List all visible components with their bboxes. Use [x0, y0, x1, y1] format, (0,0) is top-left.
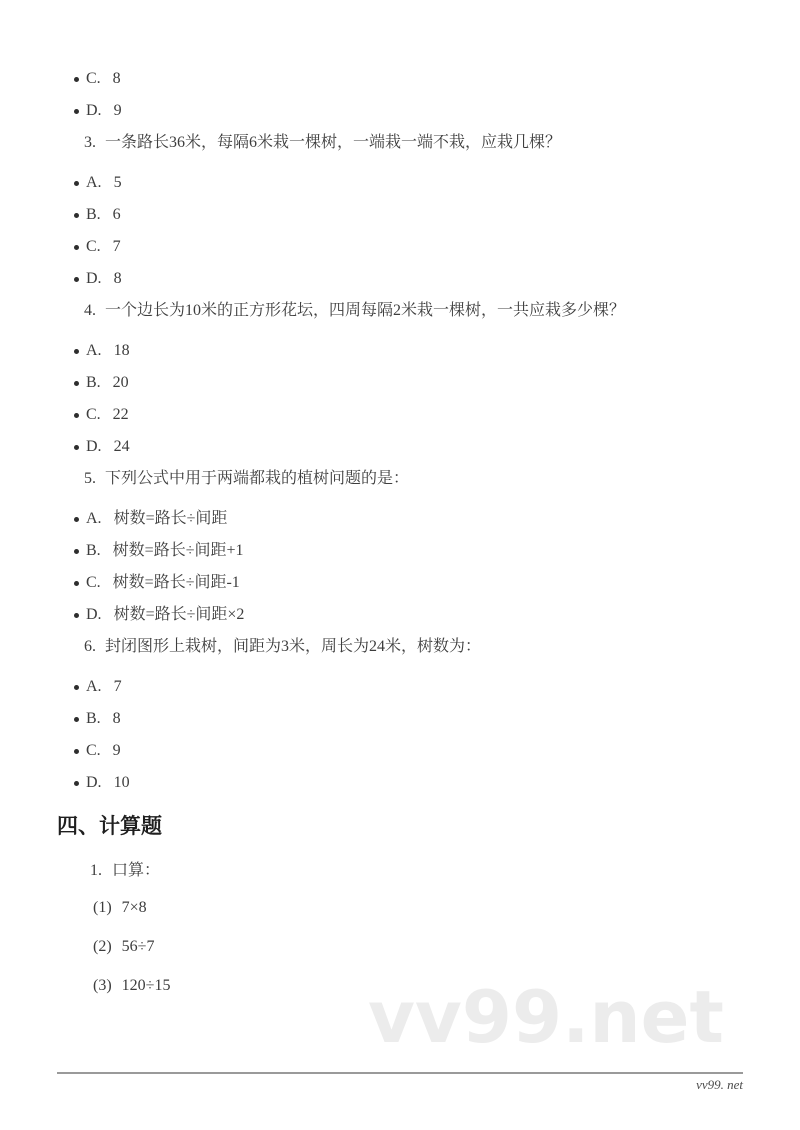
question-number: 3.	[84, 134, 96, 151]
option-value: 树数=路长÷间距×2	[113, 606, 245, 623]
bullet-icon	[74, 685, 79, 690]
bullet-icon	[74, 749, 79, 754]
question-text: 一个边长为10米的正方形花坛，四周每隔2米栽一棵树，一共应栽多少棵？	[105, 302, 626, 319]
bullet-icon	[74, 445, 79, 450]
calc-item-expression: 56÷7	[121, 938, 155, 955]
calc-item-row	[0, 898, 800, 918]
option-value: 9	[113, 102, 122, 119]
section-heading: 四、计算题	[57, 815, 162, 838]
option-row	[0, 373, 800, 393]
bullet-icon	[74, 381, 79, 386]
bullet-icon	[74, 77, 79, 82]
footer-divider	[57, 1072, 743, 1074]
bullet-icon	[74, 517, 79, 522]
calc-item-expression: 120÷15	[121, 977, 171, 994]
question-row	[0, 637, 800, 657]
option-letter: D.	[86, 438, 102, 455]
bullet-icon	[74, 413, 79, 418]
sub-question-text: 口算：	[112, 862, 161, 879]
option-value: 7	[113, 678, 122, 695]
option-value: 9	[112, 742, 121, 759]
calc-item-row	[0, 937, 800, 957]
watermark-text: vv99.net	[368, 975, 724, 1059]
option-row	[0, 237, 800, 257]
option-value: 10	[113, 774, 130, 791]
option-row	[0, 173, 800, 193]
question-number: 5.	[84, 470, 96, 487]
option-value: 24	[113, 438, 130, 455]
question-row	[0, 133, 800, 153]
option-letter: B.	[86, 710, 101, 727]
option-value: 树数=路长÷间距-1	[112, 574, 240, 591]
question-text: 下列公式中用于两端都栽的植树问题的是：	[105, 470, 410, 487]
bullet-icon	[74, 781, 79, 786]
bullet-icon	[74, 277, 79, 282]
question-row	[0, 469, 800, 489]
option-value: 18	[113, 342, 130, 359]
option-letter: D.	[86, 270, 102, 287]
option-value: 7	[112, 238, 121, 255]
option-value: 20	[112, 374, 129, 391]
bullet-icon	[74, 613, 79, 618]
option-row	[0, 341, 800, 361]
option-row	[0, 205, 800, 225]
option-value: 8	[112, 70, 121, 87]
calc-item-expression: 7×8	[121, 899, 147, 916]
option-letter: B.	[86, 374, 101, 391]
option-row	[0, 437, 800, 457]
question-number: 4.	[84, 302, 96, 319]
calc-item-row	[0, 976, 800, 996]
calc-item-number: (2)	[93, 938, 112, 955]
option-row	[0, 509, 800, 529]
footer-site-label: vv99. net	[696, 1077, 743, 1092]
option-letter: C.	[86, 742, 101, 759]
option-letter: C.	[86, 406, 101, 423]
option-row	[0, 269, 800, 289]
calc-item-number: (1)	[93, 899, 112, 916]
bullet-icon	[74, 213, 79, 218]
option-letter: D.	[86, 774, 102, 791]
option-row	[0, 405, 800, 425]
bullet-icon	[74, 549, 79, 554]
option-value: 树数=路长÷间距+1	[112, 542, 244, 559]
sub-question-row	[0, 861, 800, 881]
option-row	[0, 69, 800, 89]
option-row	[0, 709, 800, 729]
bullet-icon	[74, 181, 79, 186]
bullet-icon	[74, 717, 79, 722]
option-letter: A.	[86, 678, 102, 695]
option-letter: A.	[86, 174, 102, 191]
option-letter: B.	[86, 542, 101, 559]
bullet-icon	[74, 109, 79, 114]
option-letter: C.	[86, 574, 101, 591]
option-value: 22	[112, 406, 129, 423]
calc-item-number: (3)	[93, 977, 112, 994]
sub-question-number: 1.	[90, 862, 102, 879]
option-row	[0, 677, 800, 697]
option-letter: B.	[86, 206, 101, 223]
option-value: 8	[113, 270, 122, 287]
option-row	[0, 773, 800, 793]
option-letter: D.	[86, 102, 102, 119]
question-text: 封闭图形上栽树，间距为3米，周长为24米，树数为：	[105, 638, 482, 655]
bullet-icon	[74, 245, 79, 250]
option-row	[0, 541, 800, 561]
question-number: 6.	[84, 638, 96, 655]
question-row	[0, 301, 800, 321]
option-row	[0, 573, 800, 593]
option-value: 8	[112, 710, 121, 727]
bullet-icon	[74, 349, 79, 354]
option-value: 5	[113, 174, 122, 191]
option-row	[0, 101, 800, 121]
option-letter: C.	[86, 238, 101, 255]
question-text: 一条路长36米，每隔6米栽一棵树，一端栽一端不栽，应栽几棵？	[105, 134, 562, 151]
option-letter: D.	[86, 606, 102, 623]
option-row	[0, 741, 800, 761]
option-letter: A.	[86, 510, 102, 527]
option-letter: C.	[86, 70, 101, 87]
option-row	[0, 605, 800, 625]
option-letter: A.	[86, 342, 102, 359]
option-value: 树数=路长÷间距	[113, 510, 228, 527]
option-value: 6	[112, 206, 121, 223]
bullet-icon	[74, 581, 79, 586]
